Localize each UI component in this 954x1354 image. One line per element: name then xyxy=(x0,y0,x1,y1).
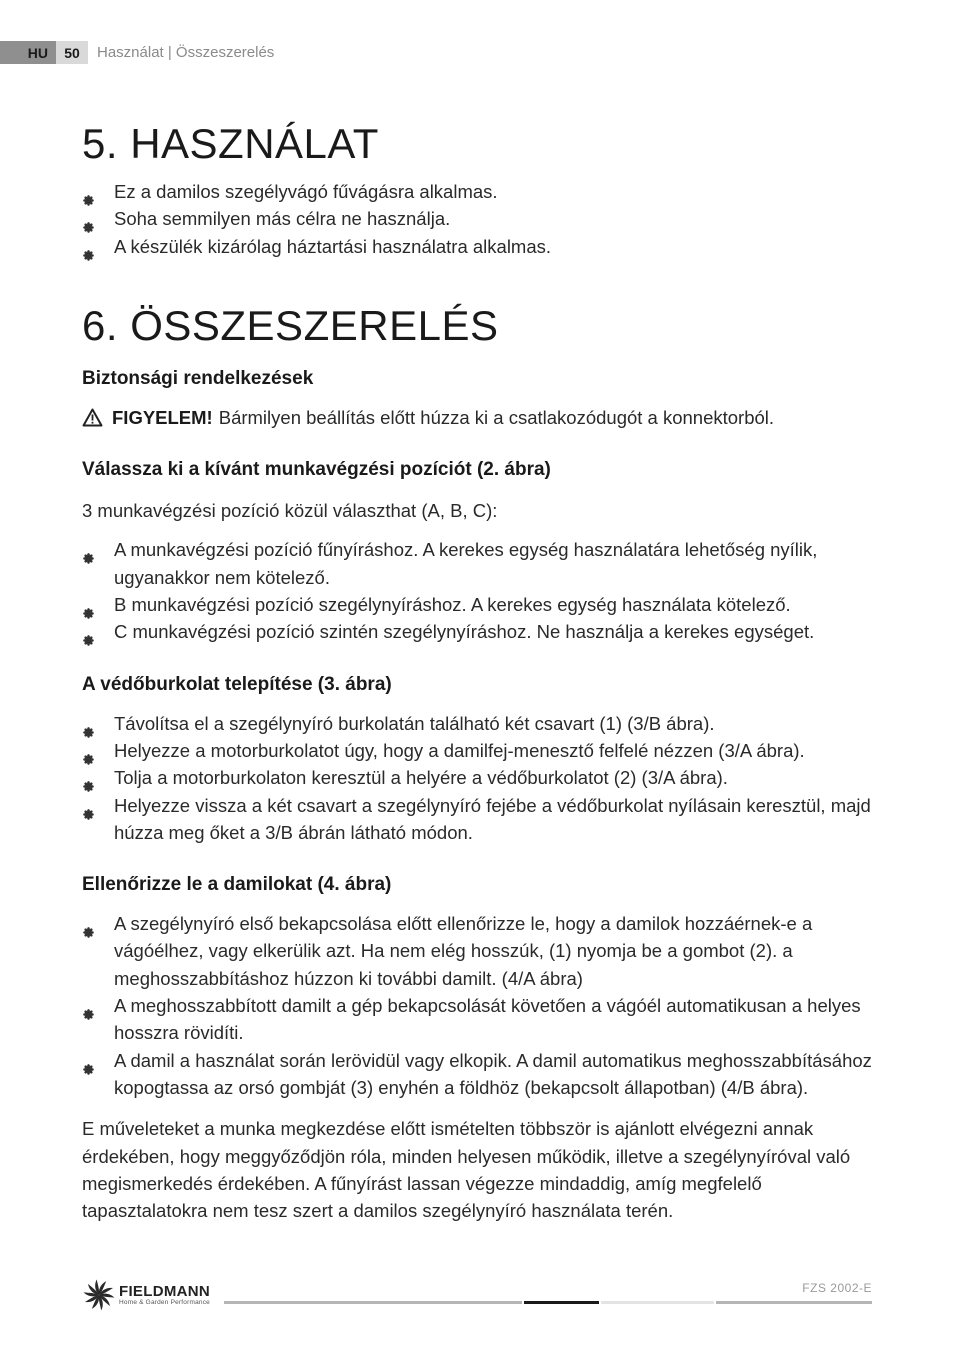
warning-text: Bármilyen beállítás előtt húzza ki a csatlakozódugót a konnektorból. xyxy=(218,406,775,428)
position-heading: Válassza ki a kívánt munkavégzési pozíciót (2. ábra) xyxy=(82,459,551,481)
warning-icon xyxy=(82,408,103,427)
model-number: FZS 2002-E xyxy=(802,1281,872,1295)
list-item: Helyezze a motorburkolatot úgy, hogy a damilfej-menesztő felfelé nézzen (3/A ábra). xyxy=(82,737,882,764)
footer-divider xyxy=(524,1301,599,1304)
lines-heading: Ellenőrizze le a damilokat (4. ábra) xyxy=(82,874,392,896)
bullet-icon xyxy=(83,213,94,224)
bullet-icon xyxy=(83,544,94,555)
section-6-title: 6. ÖSSZESZERELÉS xyxy=(82,301,499,349)
position-intro: 3 munkavégzési pozíció közül választhat (A, B, C): xyxy=(82,500,498,522)
bullet-icon xyxy=(83,186,94,197)
footer-divider xyxy=(601,1301,714,1304)
bullet-icon xyxy=(83,1055,94,1066)
bullet-icon xyxy=(83,772,94,783)
bullet-icon xyxy=(83,599,94,610)
warning-paragraph xyxy=(82,404,882,431)
closing-paragraph: E műveleteket a munka megkezdése előtt ismételten többször is ajánlott elvégezni annak érdekében, hogy meggyőződjön róla, minden helyesen működik, illetve a szegélynyíróval való megismerkedés érdekében. A fűnyírást lassan végezze mindaddig, amíg megfelelő tapasztalatokra nem tesz szert a damilos szegélynyíró használata terén. xyxy=(82,1118,851,1222)
breadcrumb: Használat | Összeszerelés xyxy=(97,44,275,61)
list-item: A szegélynyíró első bekapcsolása előtt ellenőrizze le, hogy a damilok hozzáérnek-e a vágóélhez, vagy elkerülik azt. Ha nem elég hosszúk, (1) nyomja be a gombot (2). a meghosszabbításhoz húzzon ki további damilt. (4/A ábra) xyxy=(82,910,882,992)
fan-logo-icon xyxy=(82,1278,116,1312)
list-item: A damil a használat során lerövidül vagy elkopik. A damil automatikus meghosszabbításához kopogtassa az orsó gombját (3) enyhén a földhöz (bekapcsolt állapotban) (4/B ábra). xyxy=(82,1047,882,1102)
position-list xyxy=(82,536,882,645)
section-5-title: 5. HASZNÁLAT xyxy=(82,120,379,167)
section-5-list xyxy=(82,178,882,260)
bullet-icon xyxy=(83,718,94,729)
brand-tagline: Home & Garden Performance xyxy=(119,1298,210,1306)
bullet-icon xyxy=(83,745,94,756)
footer-divider xyxy=(224,1301,522,1304)
list-item: A meghosszabbított damilt a gép bekapcsolását követően a vágóél automatikusan a helyes hosszra rövidíti. xyxy=(82,992,882,1047)
list-item: Ez a damilos szegélyvágó fűvágásra alkalmas. xyxy=(82,178,882,205)
language-badge: HU xyxy=(0,41,56,64)
footer-divider xyxy=(716,1301,872,1304)
brand-name: FIELDMANN xyxy=(119,1282,211,1300)
bullet-icon xyxy=(83,1000,94,1011)
brand-logo xyxy=(82,1278,210,1312)
page-number: 50 xyxy=(56,41,88,64)
bullet-icon xyxy=(83,241,94,252)
list-item: A készülék kizárólag háztartási használatra alkalmas. xyxy=(82,233,882,260)
list-item: Soha semmilyen más célra ne használja. xyxy=(82,205,882,232)
page-content xyxy=(82,118,882,1224)
list-item: Helyezze vissza a két csavart a szegélynyíró fejébe a védőburkolat nyílásain keresztül, majd húzza meg őket a 3/B ábrán látható módon. xyxy=(82,792,882,847)
list-item: Tolja a motorburkolaton keresztül a helyére a védőburkolatot (2) (3/A ábra). xyxy=(82,764,882,791)
safety-heading: Biztonsági rendelkezések xyxy=(82,367,314,389)
bullet-icon xyxy=(83,918,94,929)
page-header xyxy=(0,41,274,64)
list-item: A munkavégzési pozíció fűnyíráshoz. A kerekes egység használatára lehetőség nyílik, ugyanakkor nem kötelező. xyxy=(82,536,882,591)
bullet-icon xyxy=(83,626,94,637)
list-item: Távolítsa el a szegélynyíró burkolatán található két csavart (1) (3/B ábra). xyxy=(82,710,882,737)
list-item: B munkavégzési pozíció szegélynyíráshoz. A kerekes egység használata kötelező. xyxy=(82,591,882,618)
lines-list xyxy=(82,910,882,1101)
guard-list xyxy=(82,710,882,846)
bullet-icon xyxy=(83,800,94,811)
guard-heading: A védőburkolat telepítése (3. ábra) xyxy=(82,673,392,695)
list-item: C munkavégzési pozíció szintén szegélynyíráshoz. Ne használja a kerekes egységet. xyxy=(82,618,882,645)
page-footer xyxy=(82,1277,872,1317)
warning-label: FIGYELEM! xyxy=(112,406,213,428)
